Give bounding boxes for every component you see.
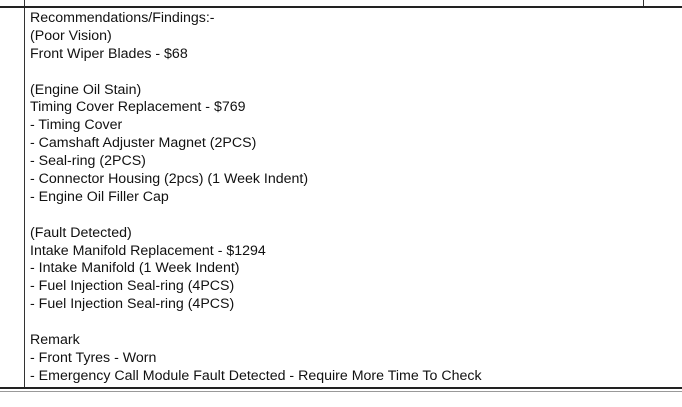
section-category: (Engine Oil Stain) <box>30 81 142 98</box>
list-item: - Engine Oil Filler Cap <box>30 188 169 205</box>
list-item: - Connector Housing (2pcs) (1 Week Indent) <box>30 171 309 188</box>
spacer <box>30 64 670 82</box>
list-item: - Timing Cover <box>30 117 123 134</box>
section-category: (Poor Vision) <box>30 27 112 44</box>
list-item: - Camshaft Adjuster Magnet (2PCS) <box>30 135 257 152</box>
list-item: - Front Tyres - Worn <box>30 349 157 366</box>
list-item: - Intake Manifold (1 Week Indent) <box>30 260 240 277</box>
findings-heading: Recommendations/Findings:- <box>30 10 215 26</box>
list-item: - Emergency Call Module Fault Detected - Require More Time To Check <box>30 367 482 384</box>
spacer <box>30 314 670 332</box>
table-bottom-shadow <box>0 391 682 392</box>
table-bottom-border <box>0 387 682 389</box>
section-title: Timing Cover Replacement - $769 <box>30 99 246 116</box>
section-remark <box>30 332 670 386</box>
list-item: - Fuel Injection Seal-ring (4PCS) <box>30 278 235 295</box>
remark-title: Remark <box>30 332 80 349</box>
section-title: Intake Manifold Replacement - $1294 <box>30 242 266 259</box>
list-item: - Fuel Injection Seal-ring (4PCS) <box>30 296 235 313</box>
section-poor-vision <box>30 28 670 64</box>
list-item: - Seal-ring (2PCS) <box>30 153 146 170</box>
section-title: Front Wiper Blades - $68 <box>30 45 188 62</box>
section-fault-detected <box>30 225 670 314</box>
spacer <box>30 207 670 225</box>
findings-text <box>30 10 670 386</box>
section-engine-oil-stain <box>30 82 670 207</box>
section-category: (Fault Detected) <box>30 224 132 241</box>
table-top-border <box>0 0 682 8</box>
